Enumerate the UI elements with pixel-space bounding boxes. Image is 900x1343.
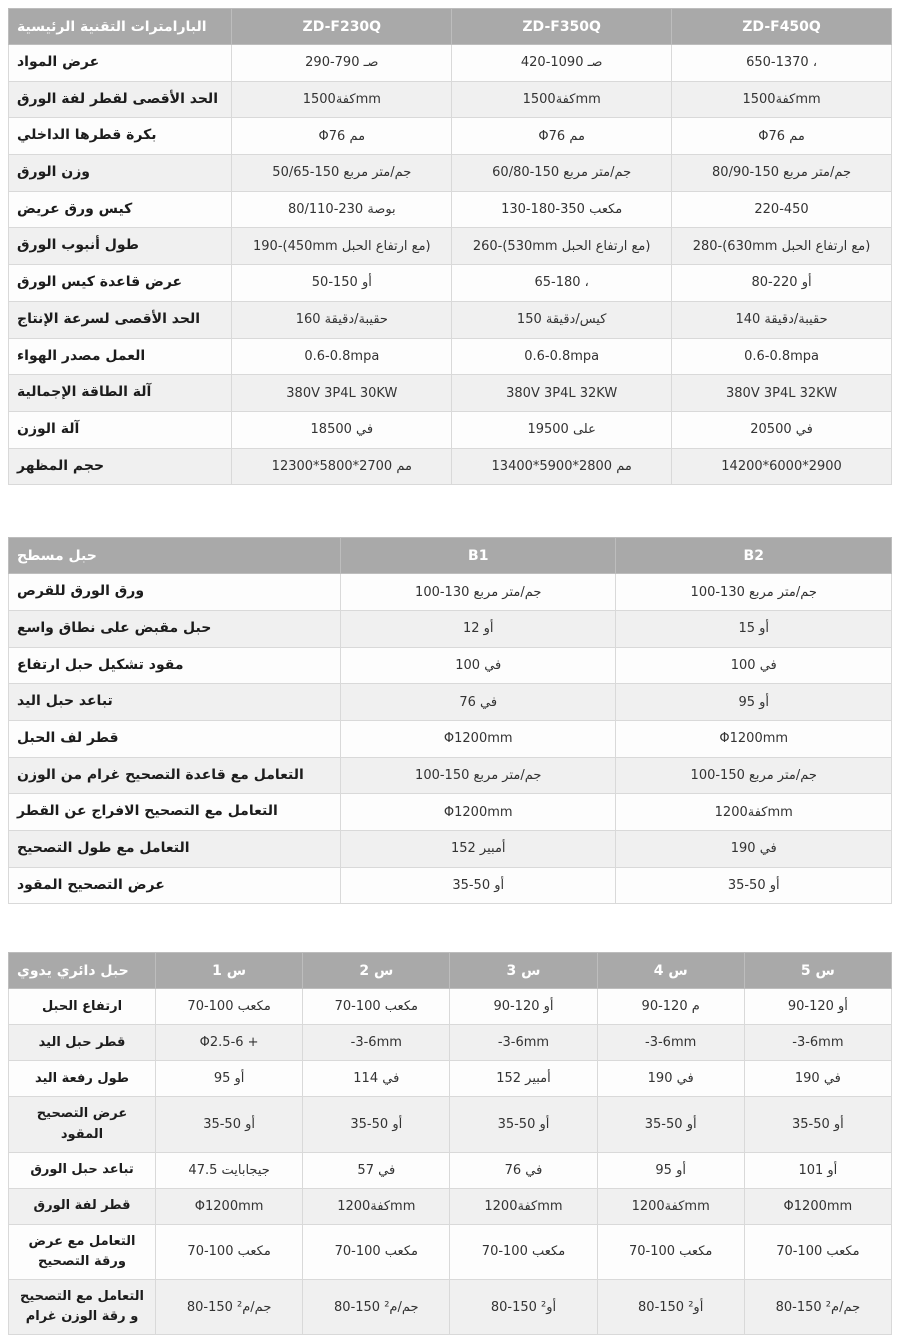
value-cell: 14200*6000*2900	[672, 448, 892, 485]
table-row	[9, 1097, 892, 1152]
value-cell: 95 أو	[597, 1152, 744, 1188]
table-row	[9, 265, 892, 302]
value-cell: 18500 في	[232, 411, 452, 448]
value-cell: 150 كيس/دقيقة	[452, 301, 672, 338]
table-row	[9, 301, 892, 338]
value-cell: 20500 في	[672, 411, 892, 448]
table-main-parameters	[8, 8, 892, 485]
table-row	[9, 757, 892, 794]
table-row	[9, 867, 892, 904]
value-cell: 12 أو	[341, 610, 616, 647]
row-label-cell: قطر حبل اليد	[9, 1025, 156, 1061]
value-cell: 152 أمبير	[450, 1061, 597, 1097]
table-row	[9, 1152, 892, 1188]
table-flat-rope	[8, 537, 892, 904]
table-row	[9, 191, 892, 228]
value-cell: 650-1370 ،	[672, 45, 892, 82]
value-cell: Φ1200mm	[616, 721, 892, 758]
value-cell: 47.5 جيجابايت	[156, 1152, 303, 1188]
table-header	[9, 538, 892, 574]
column-header-cell: ZD-F350Q	[452, 9, 672, 45]
value-cell: 100 في	[616, 647, 892, 684]
row-label-cell: عرض المواد	[9, 45, 232, 82]
value-cell: 160 حقيبة/دقيقة	[232, 301, 452, 338]
column-header-cell: 1 س	[156, 953, 303, 989]
value-cell: 70-100 مكعب	[597, 1224, 744, 1279]
value-cell: 100-150 جم/متر مربع	[616, 757, 892, 794]
value-cell: 80-150 ²جم/م	[156, 1280, 303, 1335]
row-label-cell: التعامل مع طول التصحيح	[9, 831, 341, 868]
row-label-cell: قطر لف الحبل	[9, 721, 341, 758]
value-cell: 80/110-230 بوصة	[232, 191, 452, 228]
table-row	[9, 375, 892, 412]
table-body	[9, 574, 892, 904]
value-cell: 13400*5900*2800 مم	[452, 448, 672, 485]
table-header	[9, 953, 892, 989]
value-cell: 101 أو	[744, 1152, 891, 1188]
value-cell: Φ1200mm	[744, 1188, 891, 1224]
value-cell: 35-50 أو	[450, 1097, 597, 1152]
value-cell: 65-180 ،	[452, 265, 672, 302]
table-row	[9, 647, 892, 684]
row-label-cell: وزن الورق	[9, 155, 232, 192]
row-label-cell: ورق الورق للقرص	[9, 574, 341, 611]
table-title-cell: حبل دائري يدوي	[9, 953, 156, 989]
column-header-cell: 2 س	[303, 953, 450, 989]
table-row	[9, 338, 892, 375]
column-header-cell: 4 س	[597, 953, 744, 989]
value-cell: 0.6-0.8mpa	[452, 338, 672, 375]
header-row	[9, 538, 892, 574]
value-cell: 290-790 صـ	[232, 45, 452, 82]
table-row	[9, 118, 892, 155]
value-cell: 80-150 ²أو	[450, 1280, 597, 1335]
value-cell: Φ76 مم	[452, 118, 672, 155]
header-row	[9, 9, 892, 45]
value-cell: 76 في	[450, 1152, 597, 1188]
table-row	[9, 1025, 892, 1061]
row-label-cell: مقود تشكيل حبل ارتفاع	[9, 647, 341, 684]
column-header-cell: ZD-F230Q	[232, 9, 452, 45]
value-cell: 50-150 أو	[232, 265, 452, 302]
value-cell: 130-180-350 مكعب	[452, 191, 672, 228]
row-label-cell: التعامل مع قاعدة التصحيح غرام من الوزن	[9, 757, 341, 794]
value-cell: 35-50 أو	[303, 1097, 450, 1152]
value-cell: 380V 3P4L 32KW	[452, 375, 672, 412]
value-cell: 140 حقيبة/دقيقة	[672, 301, 892, 338]
value-cell: 35-50 أو	[341, 867, 616, 904]
value-cell: 190 في	[597, 1061, 744, 1097]
value-cell: 114 في	[303, 1061, 450, 1097]
row-label-cell: طول رفعة اليد	[9, 1061, 156, 1097]
value-cell: 220-450	[672, 191, 892, 228]
row-label-cell: التعامل مع التصحيح و رقة الوزن غرام	[9, 1280, 156, 1335]
value-cell: 100-150 جم/متر مربع	[341, 757, 616, 794]
value-cell: Φ1200mm	[341, 794, 616, 831]
row-label-cell: التعامل مع عرض ورقة التصحيح	[9, 1224, 156, 1279]
value-cell: Φ76 مم	[232, 118, 452, 155]
value-cell: 0.6-0.8mpa	[232, 338, 452, 375]
value-cell: -3-6mm	[597, 1025, 744, 1061]
value-cell: 80-150 ²أو	[597, 1280, 744, 1335]
value-cell: 1500كفةmm	[452, 81, 672, 118]
table-title-cell: البارامترات التقنية الرئيسية	[9, 9, 232, 45]
row-label-cell: عرض التصحيح المقود	[9, 1097, 156, 1152]
row-label-cell: عرض قاعدة كيس الورق	[9, 265, 232, 302]
column-header-cell: 5 س	[744, 953, 891, 989]
value-cell: 420-1090 صـ	[452, 45, 672, 82]
value-cell: 90-120 م	[597, 989, 744, 1025]
value-cell: 80-150 ²جم/م	[744, 1280, 891, 1335]
value-cell: 70-100 مكعب	[303, 1224, 450, 1279]
column-header-cell: B1	[341, 538, 616, 574]
table-row	[9, 81, 892, 118]
value-cell: Φ1200mm	[156, 1188, 303, 1224]
table-manual-round-rope	[8, 952, 892, 1335]
value-cell: 90-120 أو	[744, 989, 891, 1025]
value-cell: -3-6mm	[303, 1025, 450, 1061]
row-label-cell: العمل مصدر الهواء	[9, 338, 232, 375]
row-label-cell: التعامل مع التصحيح الافراج عن القطر	[9, 794, 341, 831]
value-cell: 35-50 أو	[597, 1097, 744, 1152]
table-row	[9, 684, 892, 721]
row-label-cell: آلة الوزن	[9, 411, 232, 448]
table-row	[9, 1224, 892, 1279]
table-row	[9, 989, 892, 1025]
value-cell: 380V 3P4L 30KW	[232, 375, 452, 412]
value-cell: 280-(630mm مع ارتفاع الحبل)	[672, 228, 892, 265]
row-label-cell: عرض التصحيح المقود	[9, 867, 341, 904]
value-cell: 90-120 أو	[450, 989, 597, 1025]
value-cell: 19500 على	[452, 411, 672, 448]
table-row	[9, 411, 892, 448]
table-header	[9, 9, 892, 45]
value-cell: 80-220 أو	[672, 265, 892, 302]
value-cell: 1500كفةmm	[232, 81, 452, 118]
row-label-cell: حجم المظهر	[9, 448, 232, 485]
header-row	[9, 953, 892, 989]
table-row	[9, 831, 892, 868]
value-cell: 70-100 مكعب	[744, 1224, 891, 1279]
value-cell: 80-150 ²جم/م	[303, 1280, 450, 1335]
value-cell: 380V 3P4L 32KW	[672, 375, 892, 412]
value-cell: 260-(530mm مع ارتفاع الحبل)	[452, 228, 672, 265]
table-row	[9, 574, 892, 611]
table-row	[9, 45, 892, 82]
value-cell: Φ2.5-6 +	[156, 1025, 303, 1061]
table-row	[9, 1188, 892, 1224]
column-header-cell: 3 س	[450, 953, 597, 989]
value-cell: 1200كفةmm	[597, 1188, 744, 1224]
value-cell: 70-100 مكعب	[156, 1224, 303, 1279]
value-cell: 190 في	[744, 1061, 891, 1097]
value-cell: 70-100 مكعب	[450, 1224, 597, 1279]
row-label-cell: طول أنبوب الورق	[9, 228, 232, 265]
table-row	[9, 1061, 892, 1097]
value-cell: 1200كفةmm	[450, 1188, 597, 1224]
value-cell: 60/80-150 جم/متر مربع	[452, 155, 672, 192]
value-cell: 76 في	[341, 684, 616, 721]
table-row	[9, 794, 892, 831]
value-cell: Φ1200mm	[341, 721, 616, 758]
value-cell: 80/90-150 جم/متر مربع	[672, 155, 892, 192]
table-title-cell: حبل مسطح	[9, 538, 341, 574]
value-cell: 35-50 أو	[156, 1097, 303, 1152]
table-row	[9, 228, 892, 265]
value-cell: 100-130 جم/متر مربع	[616, 574, 892, 611]
table-body	[9, 989, 892, 1335]
row-label-cell: ارتفاع الحبل	[9, 989, 156, 1025]
value-cell: 100 في	[341, 647, 616, 684]
row-label-cell: تباعد حبل اليد	[9, 684, 341, 721]
value-cell: 95 أو	[156, 1061, 303, 1097]
value-cell: 190 في	[616, 831, 892, 868]
row-label-cell: تباعد حبل الورق	[9, 1152, 156, 1188]
value-cell: 100-130 جم/متر مربع	[341, 574, 616, 611]
value-cell: Φ76 مم	[672, 118, 892, 155]
value-cell: -3-6mm	[744, 1025, 891, 1061]
value-cell: 57 في	[303, 1152, 450, 1188]
value-cell: 15 أو	[616, 610, 892, 647]
value-cell: 190-(450mm مع ارتفاع الحبل)	[232, 228, 452, 265]
table-row	[9, 610, 892, 647]
table-row	[9, 448, 892, 485]
table-body	[9, 45, 892, 485]
table-row	[9, 721, 892, 758]
row-label-cell: آلة الطاقة الإجمالية	[9, 375, 232, 412]
value-cell: 1200كفةmm	[616, 794, 892, 831]
value-cell: 95 أو	[616, 684, 892, 721]
column-header-cell: ZD-F450Q	[672, 9, 892, 45]
row-label-cell: الحد الأقصى لقطر لفة الورق	[9, 81, 232, 118]
value-cell: 70-100 مكعب	[156, 989, 303, 1025]
value-cell: 70-100 مكعب	[303, 989, 450, 1025]
value-cell: 152 أمبير	[341, 831, 616, 868]
row-label-cell: حبل مقبض على نطاق واسع	[9, 610, 341, 647]
row-label-cell: الحد الأقصى لسرعة الإنتاج	[9, 301, 232, 338]
value-cell: 0.6-0.8mpa	[672, 338, 892, 375]
value-cell: 35-50 أو	[744, 1097, 891, 1152]
value-cell: 1200كفةmm	[303, 1188, 450, 1224]
value-cell: 35-50 أو	[616, 867, 892, 904]
row-label-cell: كيس ورق عريض	[9, 191, 232, 228]
value-cell: 50/65-150 جم/متر مربع	[232, 155, 452, 192]
table-row	[9, 155, 892, 192]
row-label-cell: بكرة قطرها الداخلي	[9, 118, 232, 155]
value-cell: 1500كفةmm	[672, 81, 892, 118]
table-row	[9, 1280, 892, 1335]
column-header-cell: B2	[616, 538, 892, 574]
value-cell: -3-6mm	[450, 1025, 597, 1061]
value-cell: 12300*5800*2700 مم	[232, 448, 452, 485]
row-label-cell: قطر لفة الورق	[9, 1188, 156, 1224]
